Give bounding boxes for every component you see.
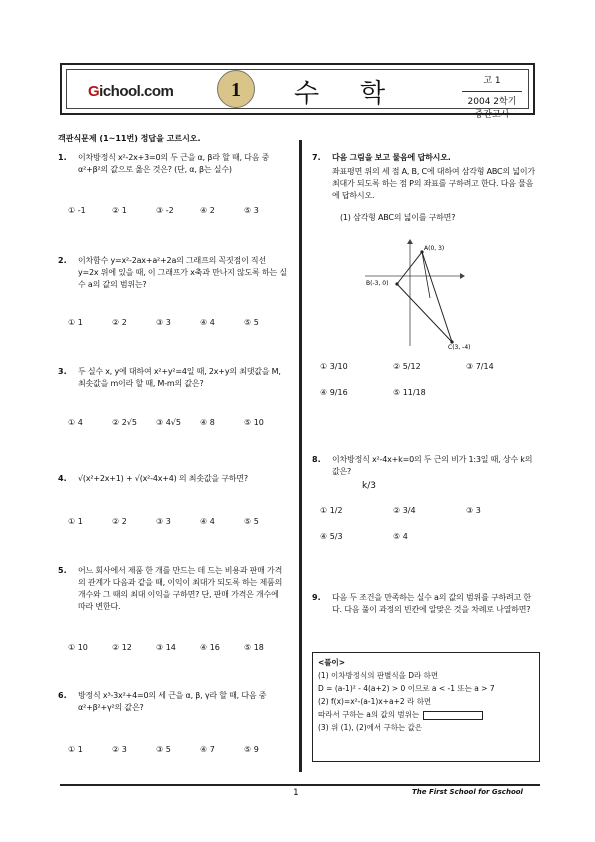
label-b: B(-3, 0) xyxy=(366,280,389,287)
question-text: 이차방정식 x²-4x+k=0의 두 근의 비가 1:3일 때, 상수 k의 값은? xyxy=(332,455,533,476)
choice[interactable]: ⑤ 3 xyxy=(244,206,259,215)
exam-unit xyxy=(462,73,522,120)
choice[interactable]: ① 1 xyxy=(68,318,83,327)
x-axis-arrow-icon xyxy=(460,273,465,279)
exam-unit-top: 고 1 xyxy=(483,76,501,86)
choice[interactable]: ⑤ 4 xyxy=(393,532,408,541)
solution-title: <풀이> xyxy=(318,658,346,667)
choice[interactable]: ① 4 xyxy=(68,418,83,427)
site-logo: Gichool.com xyxy=(88,83,174,100)
choice[interactable]: ② 3 xyxy=(112,745,127,754)
choice[interactable]: ④ 4 xyxy=(200,517,215,526)
choice[interactable]: ③ 7/14 xyxy=(466,362,494,371)
choices-5 xyxy=(68,643,288,652)
footer-rule xyxy=(60,784,540,786)
choice[interactable]: ① 3/10 xyxy=(320,362,348,371)
question-title: 다음 그림을 보고 물음에 답하시오. xyxy=(332,153,451,162)
question-text: 이차방정식 x²-2x+3=0의 두 근을 α, β라 할 때, 다음 중 α²+β²의 값으로 옳은 것은? (단, α, β는 실수) xyxy=(78,153,270,174)
footer-brand: The First School for Gschool xyxy=(412,788,523,796)
choices-8 xyxy=(320,506,540,558)
choice[interactable]: ⑤ 5 xyxy=(244,318,259,327)
subject-char-2: 학 xyxy=(360,79,386,109)
choice[interactable]: ⑤ 18 xyxy=(244,643,264,652)
point-b xyxy=(395,282,398,285)
question-text: 다음 두 조건을 만족하는 실수 a의 값의 범위를 구하려고 한다. 다음 풀이 과정의 빈칸에 알맞은 것을 차례로 나열하면? xyxy=(332,593,531,614)
choice[interactable]: ⑤ 9 xyxy=(244,745,259,754)
y-axis-arrow-icon xyxy=(407,239,413,244)
choice[interactable]: ④ 9/16 xyxy=(320,388,348,397)
solution-line: (3) 위 (1), (2)에서 구하는 값은 xyxy=(318,723,423,732)
question-7 xyxy=(312,152,545,224)
choices-2 xyxy=(68,318,288,327)
column-divider xyxy=(299,140,302,772)
choice[interactable]: ⑤ 10 xyxy=(244,418,264,427)
question-2 xyxy=(58,255,288,291)
question-1 xyxy=(58,152,288,176)
solution-line: (1) 이차방정식의 판별식을 D라 하면 xyxy=(318,671,439,680)
question-text: 두 실수 x, y에 대하여 x²+y²=4일 때, 2x+y의 최댓값을 M, 최솟값을 m이라 할 때, M-m의 값은? xyxy=(78,367,281,388)
choice[interactable]: ② 2 xyxy=(112,318,127,327)
question-text: √(x²+2x+1) + √(x²-4x+4) 의 최솟값을 구하면? xyxy=(78,474,248,483)
header-banner xyxy=(60,63,535,120)
choice[interactable]: ⑤ 11/18 xyxy=(393,388,426,397)
choice[interactable]: ② 2 xyxy=(112,517,127,526)
grade-badge: 1 xyxy=(217,70,255,108)
subject-char-1: 수 xyxy=(294,79,320,109)
choice[interactable]: ② 3/4 xyxy=(393,506,416,515)
question-number: 5. xyxy=(58,566,67,575)
question-3 xyxy=(58,366,288,390)
choice[interactable]: ⑤ 5 xyxy=(244,517,259,526)
solution-line: (2) f(x)=x²-(a-1)x+a+2 라 하면 xyxy=(318,697,432,706)
question-text: 좌표평면 위의 세 점 A, B, C에 대하여 삼각형 ABC의 넓이가 최대가 되도록 하는 점 P의 좌표를 구하려고 한다. 다음 물음에 답하시오. xyxy=(332,167,535,200)
page-number: 1 xyxy=(293,788,299,798)
choice[interactable]: ③ 4√5 xyxy=(156,418,181,427)
triangle-median xyxy=(422,252,430,298)
fraction-hint: k/3 xyxy=(362,481,376,491)
question-4 xyxy=(58,473,288,485)
choice[interactable]: ④ 8 xyxy=(200,418,215,427)
choice[interactable]: ② 1 xyxy=(112,206,127,215)
choice[interactable]: ① -1 xyxy=(68,206,86,215)
choices-7 xyxy=(320,362,540,414)
choice[interactable]: ① 10 xyxy=(68,643,88,652)
solution-box xyxy=(312,652,540,762)
choice[interactable]: ② 2√5 xyxy=(112,418,137,427)
choices-6 xyxy=(68,745,288,754)
question-number: 7. xyxy=(312,153,321,162)
choice[interactable]: ① 1 xyxy=(68,517,83,526)
question-subpart: (1) 삼각형 ABC의 넓이를 구하면? xyxy=(340,213,456,222)
question-number: 8. xyxy=(312,455,321,464)
question-text: 이차함수 y=x²-2ax+a²+2a의 그래프의 꼭짓점이 직선 y=2x 위에 있을 때, 이 그래프가 x축과 만나지 않도록 하는 실수 a의 값의 범위는? xyxy=(78,256,287,289)
question-8 xyxy=(312,454,537,492)
section-title: 객관식문제 (1~11번) 정답을 고르시오. xyxy=(58,134,201,143)
label-a: A(0, 3) xyxy=(424,245,445,252)
choice[interactable]: ① 1 xyxy=(68,745,83,754)
choices-4 xyxy=(68,517,288,526)
triangle-side-ab xyxy=(397,252,422,284)
choice[interactable]: ③ 3 xyxy=(466,506,481,515)
choice[interactable]: ④ 5/3 xyxy=(320,532,343,541)
choice[interactable]: ③ 3 xyxy=(156,517,171,526)
question-number: 9. xyxy=(312,593,321,602)
choices-1 xyxy=(68,206,288,215)
choices-3 xyxy=(68,418,288,427)
geometry-diagram xyxy=(360,238,470,350)
choice[interactable]: ① 1/2 xyxy=(320,506,343,515)
question-text: 어느 회사에서 제품 한 개를 만드는 데 드는 비용과 판매 가격의 관계가 다음과 같을 때, 이익이 최대가 되도록 하는 제품의 개수와 그 때의 최대 이익을 구하면? 단, 판매 가격은 개수에 따라 변한다. xyxy=(78,566,283,611)
choice[interactable]: ② 12 xyxy=(112,643,132,652)
question-text: 방정식 x³-3x²+4=0의 세 근을 α, β, γ라 할 때, 다음 중 α²+β²+γ²의 값은? xyxy=(78,691,267,712)
label-c: C(3, -4) xyxy=(448,344,470,350)
question-number: 4. xyxy=(58,474,67,483)
question-9 xyxy=(312,592,537,616)
question-number: 3. xyxy=(58,367,67,376)
choice[interactable]: ④ 4 xyxy=(200,318,215,327)
triangle-side-bc xyxy=(397,284,452,342)
exam-unit-bottom: 2004 2학기 중간고사 xyxy=(462,91,522,120)
choice[interactable]: ④ 2 xyxy=(200,206,215,215)
solution-line-with-blank: 따라서 구하는 a의 값의 범위는 xyxy=(318,708,534,721)
solution-line: D = (a-1)² - 4(a+2) > 0 이므로 a < -1 또는 a > 7 xyxy=(318,684,495,693)
question-number: 1. xyxy=(58,153,67,162)
choice[interactable]: ④ 16 xyxy=(200,643,220,652)
question-number: 6. xyxy=(58,691,67,700)
choice[interactable]: ③ 14 xyxy=(156,643,176,652)
triangle-side-ac xyxy=(422,252,452,342)
choice[interactable]: ② 5/12 xyxy=(393,362,421,371)
choice[interactable]: ④ 7 xyxy=(200,745,215,754)
choice[interactable]: ③ 5 xyxy=(156,745,171,754)
question-5 xyxy=(58,565,288,613)
question-6 xyxy=(58,690,288,714)
choice[interactable]: ③ -2 xyxy=(156,206,174,215)
answer-blank[interactable] xyxy=(423,711,483,720)
choice[interactable]: ③ 3 xyxy=(156,318,171,327)
question-number: 2. xyxy=(58,256,67,265)
